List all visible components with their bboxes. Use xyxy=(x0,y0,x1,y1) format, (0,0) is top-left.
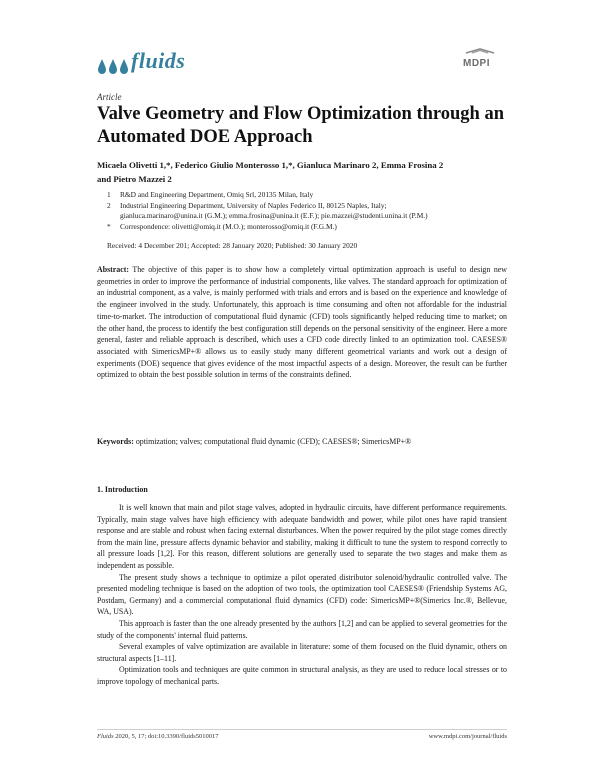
keywords-label: Keywords: xyxy=(97,437,134,446)
footer-doi: 2020, 5, 17; doi:10.3390/fluids5010017 xyxy=(113,733,219,740)
affiliation xyxy=(107,190,517,201)
footer-divider xyxy=(97,729,507,730)
abstract xyxy=(97,264,507,381)
paragraph: It is well known that main and pilot stage valves, adopted in hydraulic circuits, have different performance requirements. Typically, main stage valves have high efficiency with adequate bandwidth and power, while pilot ones have rapid transient response and are stable and robust when facing external disturbances. When the power required by the pilot stage comes directly from the main line, pressure affects dynamic behavior and stability, making it difficult to tune the system to respond correctly to all pressure loads [1,2]. For this reason, different solutions are generally used to separate the two stages and make them as independent as possible. xyxy=(97,503,507,570)
affiliation xyxy=(107,211,517,222)
keywords-text: optimization; valves; computational fluid dynamic (CFD); CAESES®; SimericsMP+® xyxy=(135,437,412,446)
affiliation-text: Industrial Engineering Department, University of Naples Federico II, 80125 Naples, Italy; xyxy=(120,200,387,210)
journal-logo-icon xyxy=(97,55,131,75)
publication-dates: Received: 4 December 201; Accepted: 28 January 2020; Published: 30 January 2020 xyxy=(107,241,358,250)
abstract-label: Abstract: xyxy=(97,265,129,274)
author-line: and Pietro Mazzei 2 xyxy=(97,174,172,184)
affiliations xyxy=(107,190,517,232)
section-body xyxy=(97,502,507,688)
author-line: Micaela Olivetti 1,*, Federico Giulio Monterosso 1,*, Gianluca Marinaro 2, Emma Frosina 2 xyxy=(97,160,444,170)
paragraph: The present study shows a technique to optimize a pilot operated distributor solenoid/hydraulic controlled valve. The presented modeling technique is based on the adoption of two tools, the optimization tool CAESES® (Friendship Systems AG, Postdam, Germany) and a commercial computational fluid dynamics (CFD) code: SimericsMP+®(Simerics Inc.®, Bellevue, WA, USA). xyxy=(97,572,507,617)
correspondence-marker: * xyxy=(107,221,111,231)
affiliation-marker: 1 xyxy=(107,190,111,199)
affiliation xyxy=(107,201,517,212)
author-list xyxy=(97,158,507,186)
affiliation xyxy=(107,222,517,233)
article-title: Valve Geometry and Flow Optimization through an Automated DOE Approach xyxy=(97,104,505,147)
keywords xyxy=(97,436,507,448)
footer-url[interactable]: www.mdpi.com/journal/fluids xyxy=(428,733,507,740)
correspondence-text: Correspondence: olivetti@omiq.it (M.O.); monterosso@omiq.it (F.G.M.) xyxy=(120,221,337,231)
publisher-name: MDPI xyxy=(463,58,490,69)
abstract-text: The objective of this paper is to show how a completely virtual optimization approach is useful to design new geometries in order to improve the performance of industrial components, like valves. The standard approach for optimization of an industrial component, as a valve, is mainly performed with trials and errors and is based on the experience and knowledge of the engineer involved in the study. Unfortunately, this approach is time consuming and often not affordable for the industrial time-to-market. The introduction of computational fluid dynamic (CFD) tools significantly helped reducing time to market; on the other hand, the process to identify the best configuration still depends on the personal sensitivity of the engineer. Here a more general, faster and reliable approach is described, which uses a CFD code directly linked to an optimization tool. CAESES® associated with SimericsMP+® allows us to easily study many different geometrical variants and work out a design of experiments (DOE) sequence that gives evidence of the most impactful aspects of a design. Moreover, the result can be further optimized to obtain the best possible solution in terms of the constraints defined. xyxy=(97,265,507,380)
paragraph: Optimization tools and techniques are quite common in structural analysis, as they are used to reduce local stresses or to improve topology of mechanical parts. xyxy=(97,665,507,686)
article-type: Article xyxy=(97,92,122,102)
paragraph: Several examples of valve optimization are available in literature: some of them focused on the fluid dynamic, others on structural aspects [1–11]. xyxy=(97,642,507,663)
section-heading: 1. Introduction xyxy=(97,485,148,494)
affiliation-text: gianluca.marinaro@unina.it (G.M.); emma.frosina@unina.it (E.F.); pie.mazzei@studenti.unina.it (P.M.) xyxy=(120,211,428,220)
paragraph: This approach is faster than the one already presented by the authors [1,2] and can be applied to several geometries for the study of the components' internal fluid patterns. xyxy=(97,618,507,640)
footer-journal: Fluids xyxy=(97,733,114,740)
affiliation-marker: 2 xyxy=(107,200,111,210)
journal-name: fluids xyxy=(131,48,186,73)
footer-citation xyxy=(97,733,219,740)
affiliation-text: R&D and Engineering Department, Omiq Srl, 20135 Milan, Italy xyxy=(120,190,314,199)
